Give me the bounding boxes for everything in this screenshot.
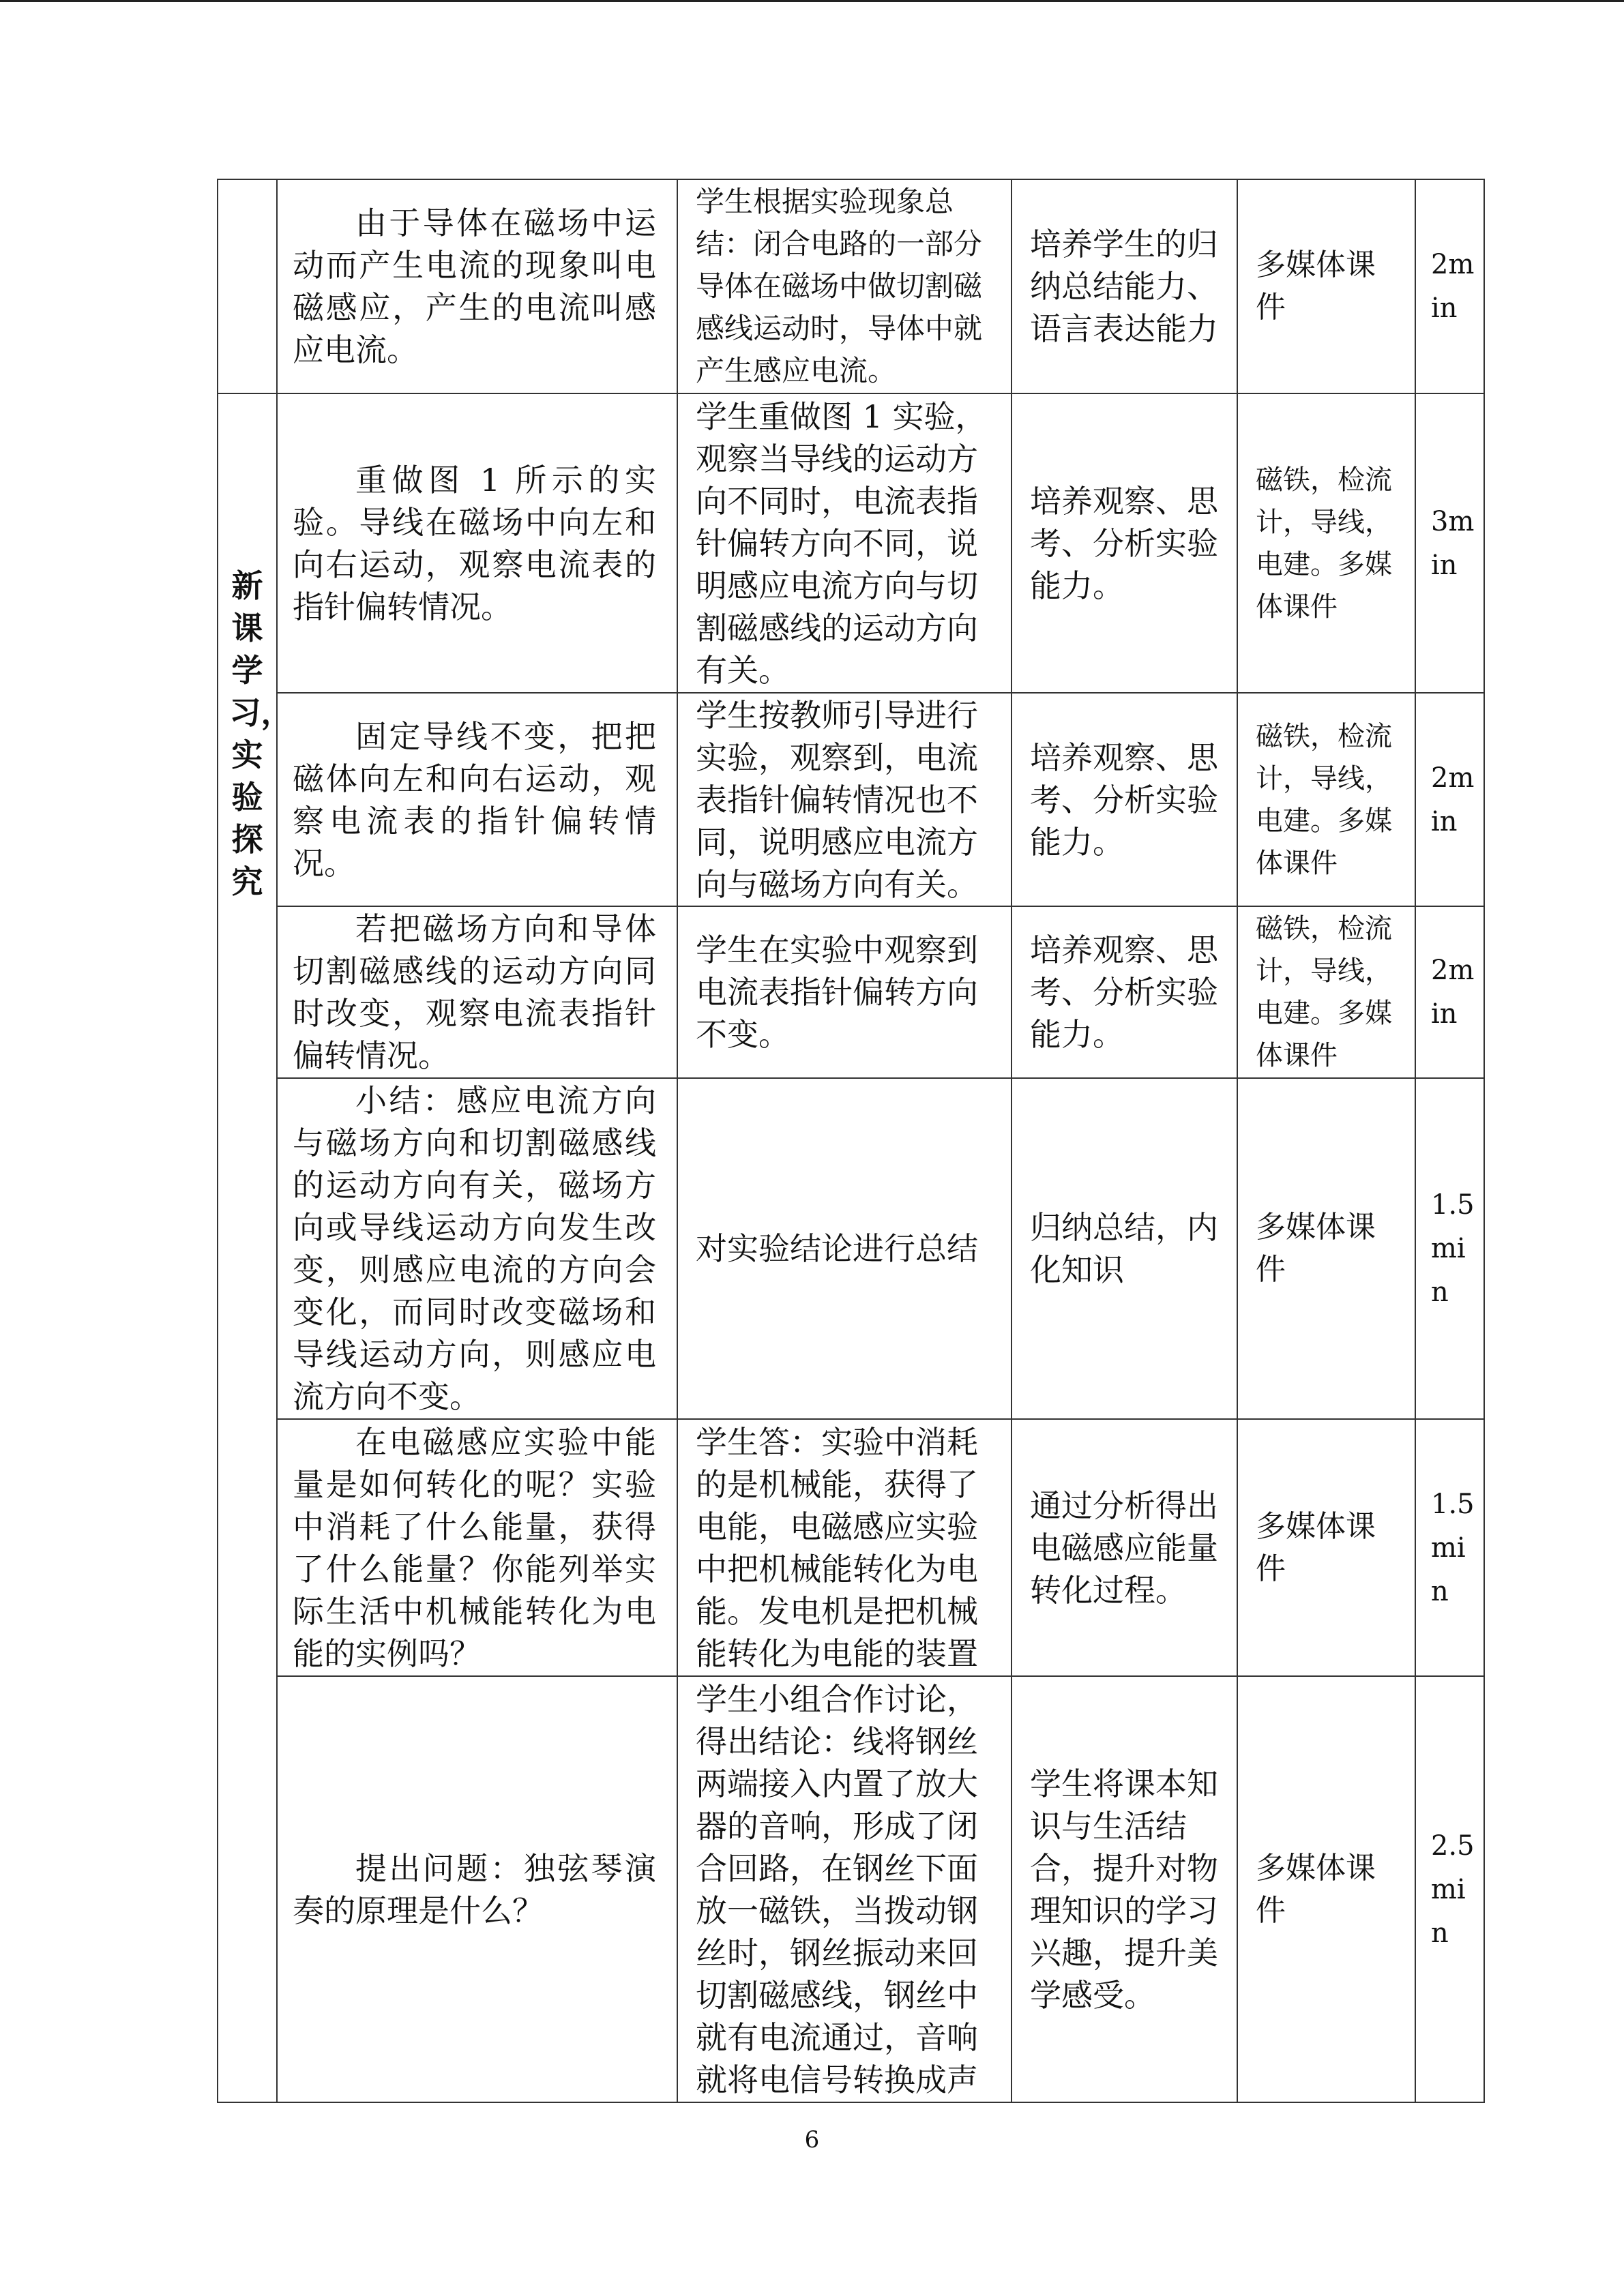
teacher-activity-text: 在电磁感应实验中能量是如何转化的呢？实验中消耗了什么能量，获得了什么能量？你能列举实际生活中机械能转化为电能的实例吗？ [293, 1423, 656, 1672]
stage-cell-blank [218, 179, 277, 393]
time-text: 2min [1431, 249, 1475, 324]
teacher-activity-text: 小结：感应电流方向与磁场方向和切割磁感线的运动方向有关，磁场方向或导线运动方向发生改变，则感应电流的方向会变化，而同时改变磁场和导线运动方向，则感应电流方向不变。 [293, 1082, 656, 1415]
teacher-activity-cell [277, 693, 677, 906]
teacher-activity-cell [277, 179, 677, 393]
time-text: 3min [1431, 505, 1475, 581]
student-activity-cell [677, 179, 1012, 393]
time-text: 1.5min [1431, 1189, 1475, 1308]
design-intent-cell [1012, 693, 1237, 906]
design-intent-cell [1012, 1078, 1237, 1419]
media-text: 多媒体课件 [1256, 1850, 1376, 1928]
teacher-activity-cell [277, 1676, 677, 2102]
table-row [218, 1419, 1484, 1676]
teacher-activity-text: 固定导线不变，把把磁体向左和向右运动，观察电流表的指针偏转情况。 [293, 717, 656, 882]
media-cell [1237, 1419, 1415, 1676]
design-intent-text: 归纳总结，内化知识 [1030, 1209, 1218, 1288]
top-border-line [0, 0, 1624, 2]
time-cell [1415, 1078, 1484, 1419]
student-activity-text: 学生答：实验中消耗的是机械能，获得了电能，电磁感应实验中把机械能转化为电能。发电机是把机械能转化为电能的装置 [696, 1423, 978, 1672]
media-text: 多媒体课件 [1256, 1508, 1376, 1586]
design-intent-text: 培养观察、思考、分析实验能力。 [1030, 482, 1218, 604]
time-cell [1415, 1676, 1484, 2102]
lesson-plan-table [217, 179, 1485, 2103]
student-activity-text: 学生在实验中观察到电流表指针偏转方向不变。 [696, 931, 978, 1053]
teacher-activity-text: 若把磁场方向和导体切割磁感线的运动方向同时改变，观察电流表指针偏转情况。 [293, 910, 656, 1074]
media-text: 磁铁，检流计，导线，电建。多媒体课件 [1256, 464, 1392, 623]
stage-cell [218, 393, 293, 2102]
teacher-activity-cell [277, 906, 677, 1078]
student-activity-text: 对实验结论进行总结 [696, 1230, 978, 1267]
student-activity-cell [677, 906, 1012, 1078]
table-row [218, 693, 1484, 906]
media-cell [1237, 1676, 1415, 2102]
time-text: 2.5min [1431, 1830, 1475, 1949]
time-cell [1415, 179, 1484, 393]
student-activity-cell [677, 1078, 1012, 1419]
media-cell [1237, 393, 1415, 693]
table-row [218, 1078, 1484, 1419]
time-cell [1415, 1419, 1484, 1676]
student-activity-cell [677, 693, 1012, 906]
table-row [218, 393, 1484, 693]
student-activity-text: 学生按教师引导进行实验，观察到，电流表指针偏转情况也不同，说明感应电流方向与磁场方向有关。 [696, 696, 978, 903]
design-intent-cell [1012, 179, 1237, 393]
time-cell [1415, 906, 1484, 1078]
teacher-activity-cell [277, 1078, 677, 1419]
teacher-activity-cell [277, 393, 677, 693]
student-activity-text: 学生根据实验现象总结：闭合电路的一部分导体在磁场中做切割磁感线运动时，导体中就产生感应电流。 [696, 185, 983, 387]
media-cell [1237, 1078, 1415, 1419]
media-cell [1237, 179, 1415, 393]
teacher-activity-cell [277, 1419, 677, 1676]
design-intent-text: 通过分析得出电磁感应能量转化过程。 [1030, 1487, 1218, 1609]
media-cell [1237, 693, 1415, 906]
table-row [218, 906, 1484, 1078]
design-intent-cell [1012, 906, 1237, 1078]
time-text: 2min [1431, 762, 1475, 837]
design-intent-cell [1012, 1419, 1237, 1676]
student-activity-cell [677, 393, 1012, 693]
media-text: 多媒体课件 [1256, 248, 1376, 325]
design-intent-cell [1012, 393, 1237, 693]
time-text: 2min [1431, 955, 1475, 1030]
student-activity-cell [677, 1419, 1012, 1676]
time-cell [1415, 393, 1484, 693]
stage-label: 新课学习，实验探究 [229, 567, 293, 900]
student-activity-cell [677, 1676, 1012, 2102]
media-text: 多媒体课件 [1256, 1210, 1376, 1287]
teacher-activity-text: 由于导体在磁场中运动而产生电流的现象叫电磁感应，产生的电流叫感应电流。 [293, 205, 656, 368]
teacher-activity-text: 重做图 1 所示的实验。导线在磁场中向左和向右运动，观察电流表的指针偏转情况。 [293, 461, 656, 625]
media-cell [1237, 906, 1415, 1078]
design-intent-cell [1012, 1676, 1237, 2102]
table-row [218, 1676, 1484, 2102]
design-intent-text: 学生将课本知识与生活结合，提升对物理知识的学习兴趣，提升美学感受。 [1030, 1765, 1218, 2014]
page-number: 6 [804, 2126, 820, 2153]
media-text: 磁铁，检流计，导线，电建。多媒体课件 [1256, 913, 1392, 1071]
student-activity-text: 学生重做图 1 实验，观察当导线的运动方向不同时，电流表指针偏转方向不同，说明感应电流方向与切割磁感线的运动方向有关。 [696, 398, 987, 689]
design-intent-text: 培养学生的归纳总结能力、语言表达能力 [1030, 226, 1218, 347]
time-cell [1415, 693, 1484, 906]
student-activity-text: 学生小组合作讨论，得出结论：线将钢丝两端接入内置了放大器的音响，形成了闭合回路，在钢丝下面放一磁铁，当拨动钢丝时，钢丝振动来回切割磁感线，钢丝中就有电流通过，音响就将电信号转换成声 [696, 1680, 978, 2098]
design-intent-text: 培养观察、思考、分析实验能力。 [1030, 739, 1218, 861]
teacher-activity-text: 提出问题：独弦琴演奏的原理是什么？ [293, 1849, 656, 1929]
design-intent-text: 培养观察、思考、分析实验能力。 [1030, 931, 1218, 1053]
table-row [218, 179, 1484, 393]
time-text: 1.5min [1431, 1488, 1475, 1607]
media-text: 磁铁，检流计，导线，电建。多媒体课件 [1256, 720, 1392, 879]
